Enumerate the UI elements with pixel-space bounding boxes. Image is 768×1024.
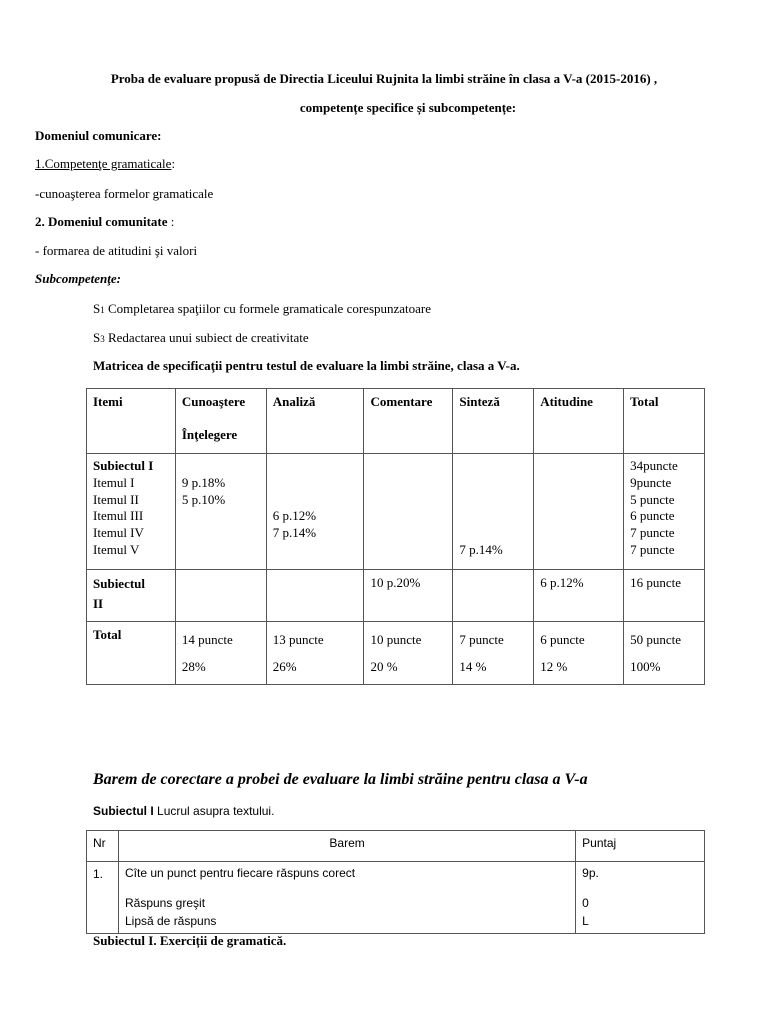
cell-cunoastere-item1: 9 p.18% [181, 474, 226, 490]
cell-total-s2: 16 puncte [630, 575, 681, 590]
formarea-atitudini: - formarea de atitudini şi valori [35, 243, 198, 258]
header-atitudine: Atitudine [540, 394, 593, 409]
s1-text: Completarea spaţiilor cu formele gramaticale corespunzatoare [104, 301, 432, 316]
barem-header-puntaj: Puntaj [582, 836, 617, 850]
s3-letter: S [93, 330, 101, 345]
matrix-row-total [87, 622, 705, 685]
barem-row1-nr: 1. [93, 867, 104, 881]
barem-row-1 [87, 862, 705, 934]
header-itemi: Itemi [93, 394, 123, 409]
matrice-title: Matricea de specificaţii pentru testul de evaluare la limbi străine, clasa a V-a. [93, 358, 520, 373]
subcompetenta-s3 [93, 330, 309, 346]
barem-row1-line3: Lipsă de răspuns [124, 914, 217, 928]
barem-row1-line1: Cîte un punct pentru fiecare răspuns corect [124, 866, 356, 880]
cell-total-atitudine-pct: 12 % [540, 659, 568, 674]
header-comentare: Comentare [370, 394, 433, 409]
cell-total-sinteza-pct: 14 % [459, 659, 487, 674]
cell-subiectul-2b: II [93, 596, 104, 611]
cell-total-sinteza-puncte: 7 puncte [459, 632, 504, 647]
cell-total-total-pct: 100% [630, 659, 661, 674]
colon: : [171, 156, 176, 171]
cell-analiza-item4: 7 p.14% [272, 525, 317, 541]
specification-matrix-table [86, 388, 705, 685]
cell-total-item4: 7 puncte [630, 525, 675, 541]
header-analiza: Analiză [272, 394, 316, 409]
s3-subscript: 3 [100, 334, 105, 344]
cell-subiectul-2a: Subiectul [93, 576, 146, 591]
barem-subiectul-1-rest: Lucrul asupra textului. [153, 804, 275, 818]
cell-total-item5: 7 puncte [630, 541, 675, 557]
cell-itemul-5: Itemul V [93, 541, 140, 557]
header-total: Total [630, 394, 659, 409]
cell-total-item1: 9puncte [630, 474, 672, 490]
s1-subscript: 1 [100, 305, 105, 315]
cell-subiectul-1: Subiectul I [93, 458, 154, 473]
cell-itemul-4: Itemul IV [93, 525, 144, 541]
cell-total-atitudine-puncte: 6 puncte [540, 632, 585, 647]
barem-row1-p2: 0 [582, 896, 589, 910]
cunoasterea-formelor: -cunoaşterea formelor gramaticale [35, 186, 214, 201]
barem-header-nr: Nr [93, 836, 106, 850]
cell-comentare-s2: 10 p.20% [370, 575, 421, 590]
cell-itemul-3: Itemul III [93, 508, 144, 524]
domain-comunicare: Domeniul comunicare: [35, 128, 162, 143]
cell-atitudine-s2: 6 p.12% [540, 575, 584, 590]
barem-row1-line2: Răspuns greşit [124, 896, 206, 910]
subcompetente-heading: Subcompetenţe: [35, 271, 121, 286]
cell-total-analiza-puncte: 13 puncte [272, 632, 324, 647]
cell-total-subiectul-1: 34puncte [630, 458, 678, 473]
cell-total-item2: 5 puncte [630, 491, 675, 507]
cell-analiza-item3: 6 p.12% [272, 508, 317, 524]
matrix-row-subiectul-2 [87, 570, 705, 622]
cell-total-label: Total [93, 627, 122, 642]
competente-gramaticale [35, 156, 175, 172]
cell-itemul-1: Itemul I [93, 474, 135, 490]
barem-table [86, 830, 705, 934]
cell-sinteza-item5: 7 p.14% [459, 542, 503, 557]
cell-total-comentare-pct: 20 % [370, 659, 398, 674]
competente-gramaticale-text: 1.Competenţe gramaticale [35, 156, 172, 171]
document-title-line1: Proba de evaluare propusă de Directia Liceului Rujnita la limbi străine în clasa a V-a (2015-2016) , [110, 71, 658, 86]
matrix-header-row [87, 389, 705, 454]
cell-total-cunoastere-pct: 28% [181, 659, 206, 674]
barem-title: Barem de corectare a probei de evaluare la limbi străine pentru clasa a V-a [93, 771, 588, 788]
barem-header-row [87, 831, 705, 862]
header-sinteza: Sinteză [459, 394, 500, 409]
s3-text: Redactarea unui subiect de creativitate [104, 330, 309, 345]
barem-subiectul-1-bold: Subiectul I [93, 804, 154, 818]
domain-comunitate-text: 2. Domeniul comunitate [35, 214, 168, 229]
s1-letter: S [93, 301, 101, 316]
domain-comunitate [35, 214, 174, 230]
cell-total-comentare-puncte: 10 puncte [370, 632, 422, 647]
subcompetenta-s1 [93, 301, 431, 317]
document-title-line2: competențe specifice și subcompetențe: [299, 100, 517, 115]
colon: : [167, 214, 175, 229]
cell-cunoastere-item2: 5 p.10% [181, 491, 226, 507]
barem-subiectul-1 [93, 804, 274, 818]
cell-total-total-puncte: 50 puncte [630, 632, 681, 647]
cell-itemul-2: Itemul II [93, 491, 139, 507]
barem-footer-subiectul: Subiectul I. Exerciții de gramatică. [93, 933, 287, 948]
matrix-row-subiectul-1 [87, 454, 705, 570]
barem-header-barem: Barem [329, 836, 365, 850]
barem-row1-p3: L [582, 914, 589, 928]
cell-total-item3: 6 puncte [630, 508, 675, 524]
barem-row1-p1: 9p. [582, 866, 599, 880]
cell-total-analiza-pct: 26% [272, 659, 297, 674]
cell-total-cunoastere-puncte: 14 puncte [181, 632, 233, 647]
header-cunoastere: Cunoaştere [181, 394, 246, 409]
header-intelegere: Înţelegere [181, 427, 238, 442]
